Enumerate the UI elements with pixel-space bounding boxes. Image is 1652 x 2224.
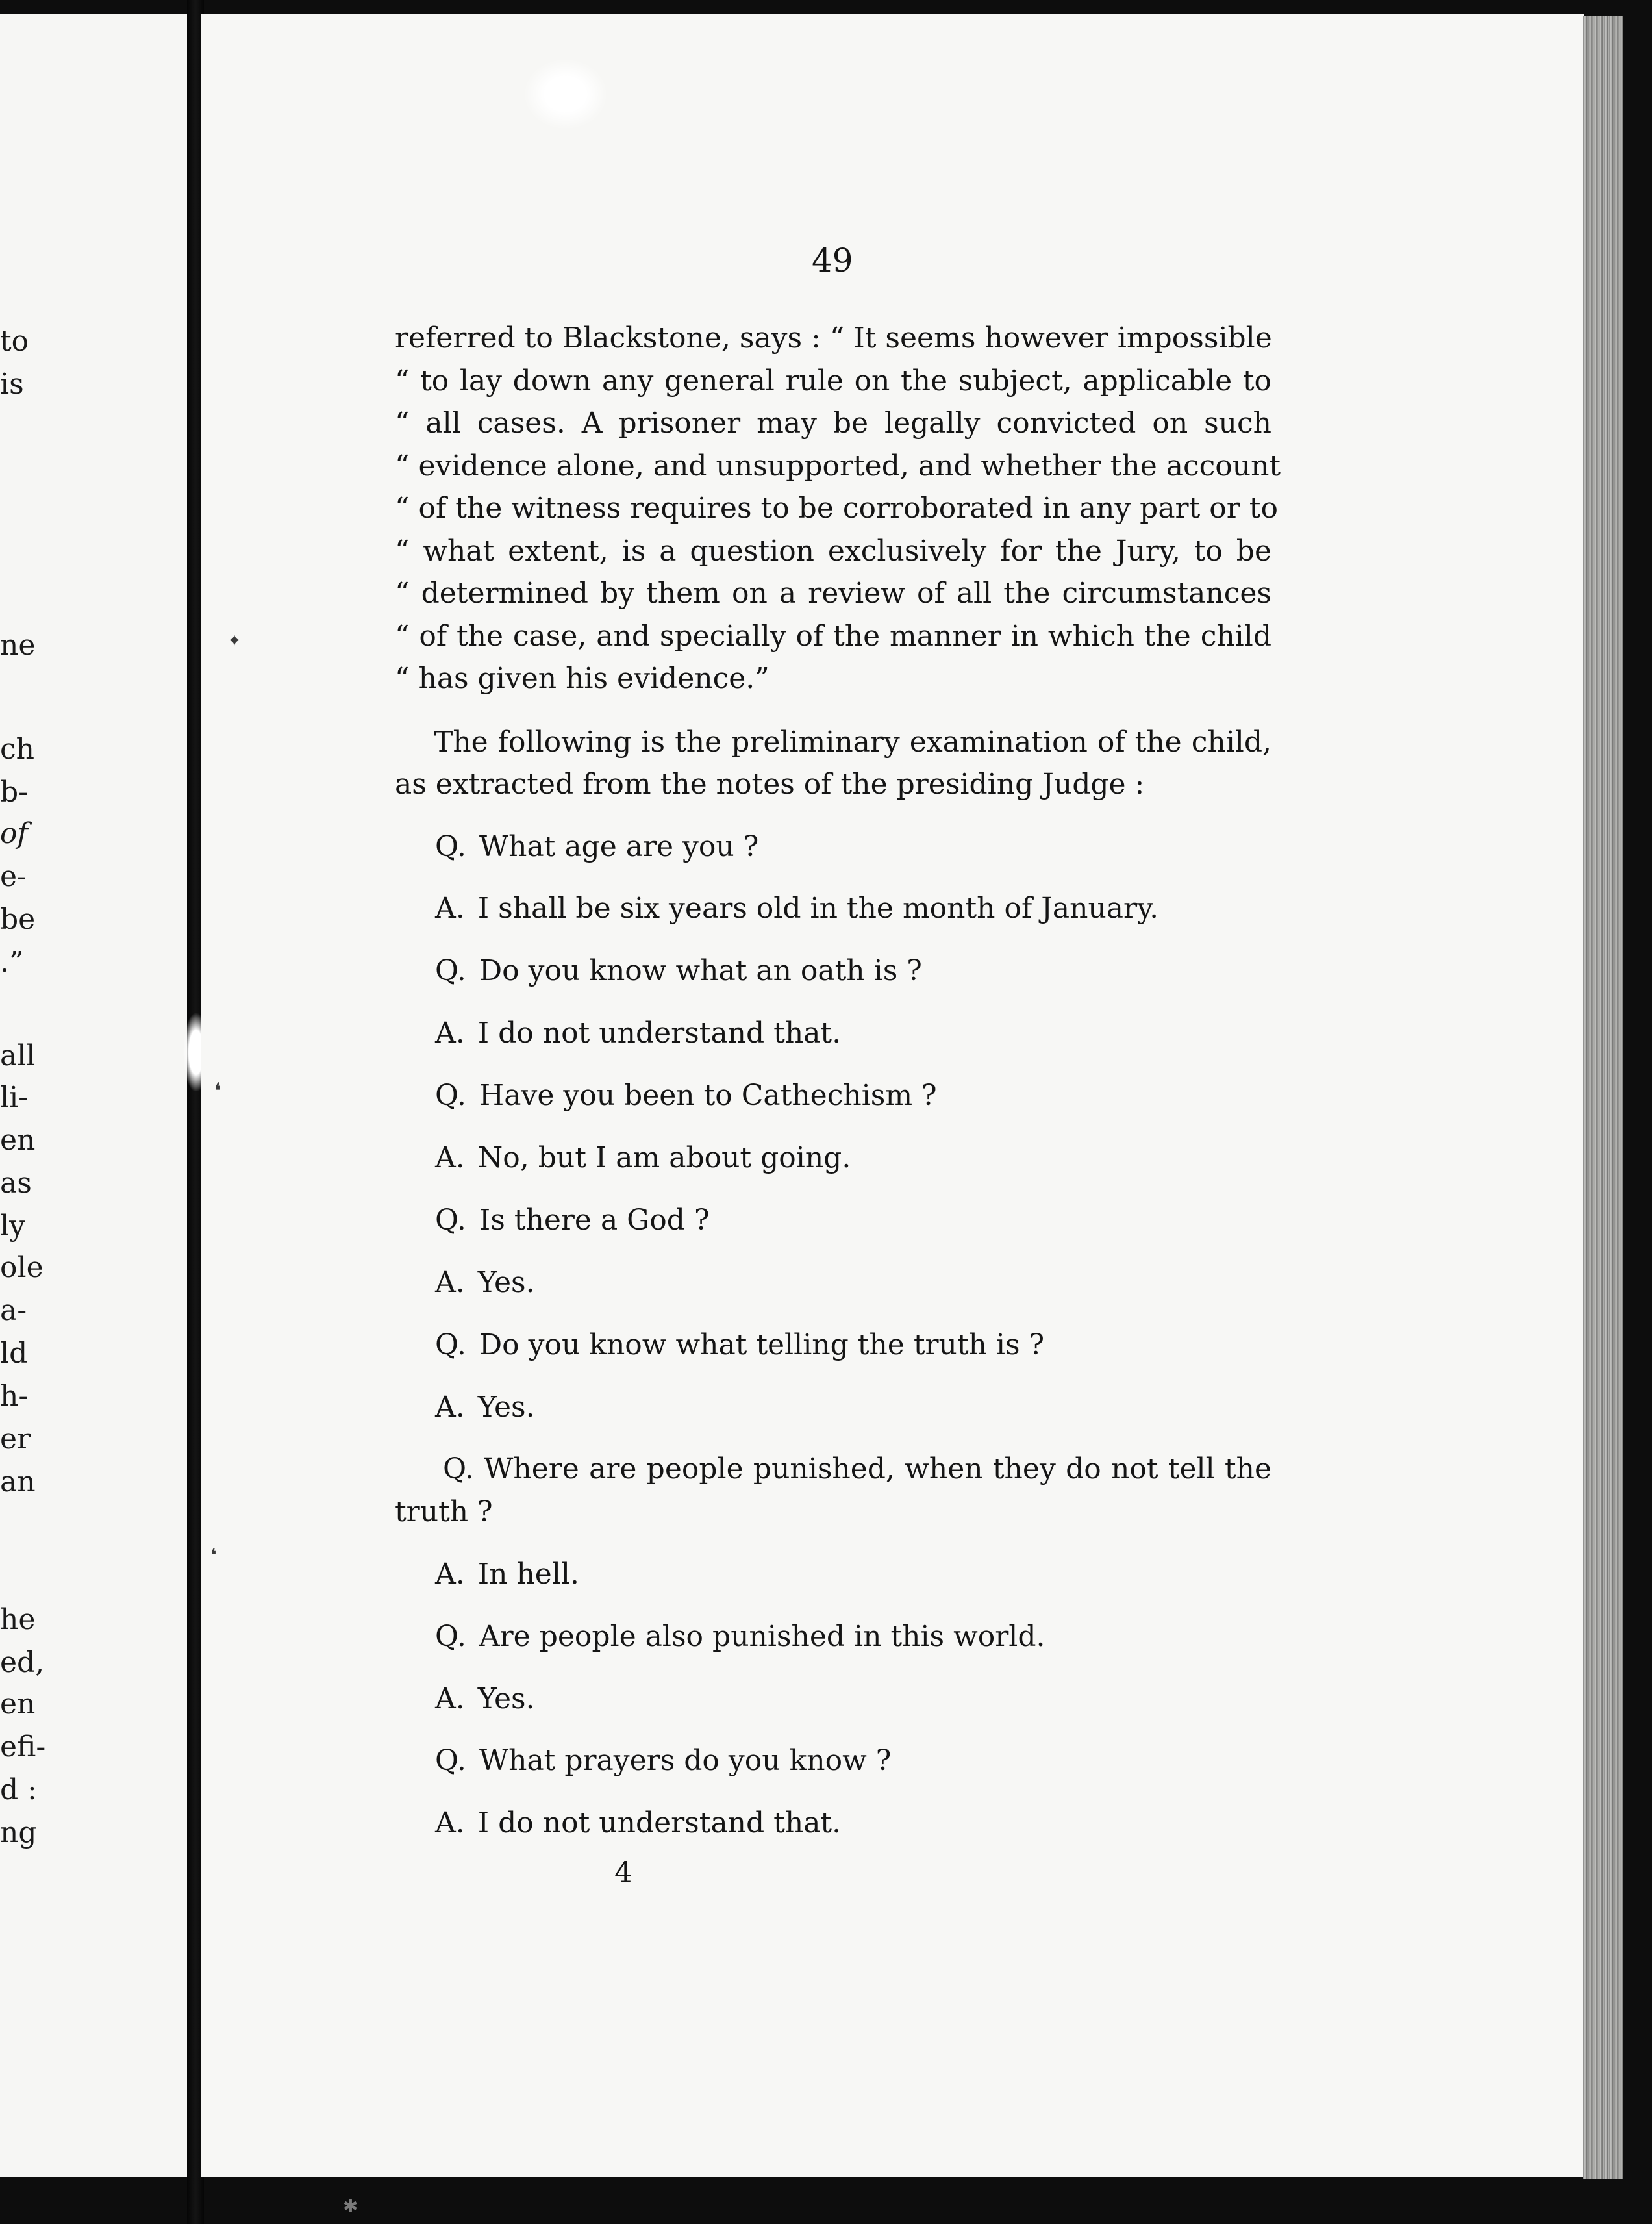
- text-line: The following is the preliminary examination of the child,: [434, 725, 1271, 759]
- qa-tag: A.: [435, 1557, 465, 1591]
- examination-line: [395, 1615, 1271, 1658]
- text-line: “ of the case, and specially of the manner in which the child: [395, 619, 1271, 653]
- qa-text: Have you been to Cathechism ?: [479, 1079, 937, 1113]
- scan-border: [1623, 0, 1652, 2224]
- qa-text: Are people also punished in this world.: [479, 1619, 1045, 1653]
- qa-tag: A.: [435, 1682, 465, 1715]
- text-line: as extracted from the notes of the presiding Judge :: [395, 768, 1145, 801]
- examination-line: [395, 1012, 1271, 1055]
- examination-line: [395, 1261, 1271, 1304]
- qa-tag: Q.: [435, 1744, 466, 1778]
- left-page-fragment: ed,: [0, 1646, 45, 1679]
- left-page-fragment: en: [0, 1687, 36, 1721]
- qa-text: I do not understand that.: [477, 1806, 842, 1840]
- text-line: Q. Where are people punished, when they do not tell the: [443, 1452, 1271, 1486]
- examination-line: [395, 1802, 1271, 1845]
- examination-line: [395, 1074, 1271, 1117]
- paragraph-intro: [395, 721, 1271, 806]
- qa-tag: A.: [435, 1141, 465, 1174]
- left-page-fragment: ld: [0, 1337, 28, 1370]
- qa-text: In hell.: [477, 1557, 579, 1591]
- signature-mark: 4: [614, 1856, 632, 1889]
- qa-tag: Q.: [435, 1203, 466, 1237]
- qa-tag: A.: [435, 1017, 465, 1050]
- qa-tag: Q.: [435, 1619, 466, 1653]
- left-page-fragment: er: [0, 1422, 31, 1456]
- examination-long-question: [395, 1448, 1271, 1533]
- qa-tag: A.: [435, 1390, 465, 1424]
- qa-tag: Q.: [435, 1079, 466, 1113]
- qa-text: Yes.: [477, 1682, 535, 1715]
- left-page-fragment: .”: [0, 946, 24, 979]
- examination-line: [395, 1386, 1271, 1429]
- qa-text: Yes.: [477, 1265, 535, 1299]
- left-page-fragment: h-: [0, 1380, 29, 1413]
- text-line: referred to Blackstone, says : “ It seems however impossible: [395, 322, 1272, 355]
- examination-line: [395, 826, 1271, 868]
- margin-speck: ✦: [227, 631, 242, 651]
- qa-text: Is there a God ?: [479, 1203, 710, 1237]
- left-page-fragment: of: [0, 817, 28, 850]
- margin-speck: ✱: [343, 2195, 358, 2217]
- qa-text: No, but I am about going.: [477, 1141, 851, 1174]
- qa-text: Do you know what telling the truth is ?: [479, 1328, 1045, 1361]
- left-page-fragment: ne: [0, 629, 36, 662]
- qa-text: What age are you ?: [479, 829, 759, 863]
- qa-text: What prayers do you know ?: [479, 1744, 892, 1778]
- qa-tag: A.: [435, 892, 465, 926]
- page-number: 49: [812, 242, 853, 279]
- left-page-fragment: as: [0, 1167, 32, 1200]
- left-page-fragment: ly: [0, 1209, 25, 1243]
- examination-line: [395, 1553, 1271, 1596]
- text-line: “ to lay down any general rule on the subject, applicable to: [395, 364, 1271, 398]
- qa-tag: Q.: [435, 954, 466, 988]
- examination-line: [395, 1739, 1271, 1782]
- margin-speck: ❛: [214, 1078, 221, 1104]
- text-line: “ determined by them on a review of all the circumstances: [395, 577, 1271, 610]
- left-page-fragment: e-: [0, 860, 27, 893]
- qa-tag: A.: [435, 1265, 465, 1299]
- left-page-fragment: he: [0, 1603, 36, 1636]
- examination-line: [395, 950, 1271, 992]
- text-line: “ of the witness requires to be corroborated in any part or to: [395, 492, 1278, 525]
- left-page-fragment: be: [0, 903, 36, 936]
- left-page-fragment: ng: [0, 1816, 37, 1849]
- left-page-fragment: to: [0, 325, 29, 358]
- examination-line: [395, 1324, 1271, 1367]
- text-line: “ what extent, is a question exclusively for the Jury, to be: [395, 534, 1271, 568]
- page-text: [395, 317, 1281, 1864]
- text-line: truth ?: [395, 1495, 493, 1528]
- examination-line: [395, 887, 1271, 930]
- qa-tag: Q.: [435, 829, 466, 863]
- left-page-fragment: ch: [0, 733, 34, 766]
- left-page-fragment: b-: [0, 776, 29, 809]
- examination-line: [395, 1678, 1271, 1721]
- examination-list: [395, 826, 1271, 1845]
- left-page-fragment: an: [0, 1465, 36, 1498]
- left-page-fragment: ole: [0, 1251, 44, 1284]
- qa-text: I shall be six years old in the month of January.: [477, 892, 1159, 926]
- page-fore-edge: [1583, 16, 1626, 2179]
- left-facing-page: [0, 14, 188, 2177]
- left-page-fragment: efi-: [0, 1730, 46, 1763]
- left-page-fragment: is: [0, 368, 24, 401]
- examination-line: [395, 1137, 1271, 1180]
- qa-tag: A.: [435, 1806, 465, 1840]
- left-page-fragment: li-: [0, 1081, 29, 1114]
- examination-line: [395, 1199, 1271, 1242]
- left-page-fragment: a-: [0, 1294, 27, 1327]
- text-line: “ evidence alone, and unsupported, and whether the account: [395, 449, 1281, 483]
- text-line: “ has given his evidence.”: [395, 662, 770, 695]
- text-line: “ all cases. A prisoner may be legally convicted on such: [395, 407, 1271, 440]
- qa-text: I do not understand that.: [477, 1017, 842, 1050]
- left-page-fragment: d :: [0, 1773, 37, 1806]
- qa-text: Do you know what an oath is ?: [479, 954, 922, 988]
- left-page-fragment: all: [0, 1039, 36, 1072]
- scan-glare: [523, 58, 608, 130]
- left-page-fragment: en: [0, 1124, 36, 1157]
- margin-speck: ❛: [210, 1545, 217, 1567]
- qa-tag: Q.: [435, 1328, 466, 1361]
- qa-text: Yes.: [477, 1390, 535, 1424]
- paragraph-quote: [395, 317, 1281, 700]
